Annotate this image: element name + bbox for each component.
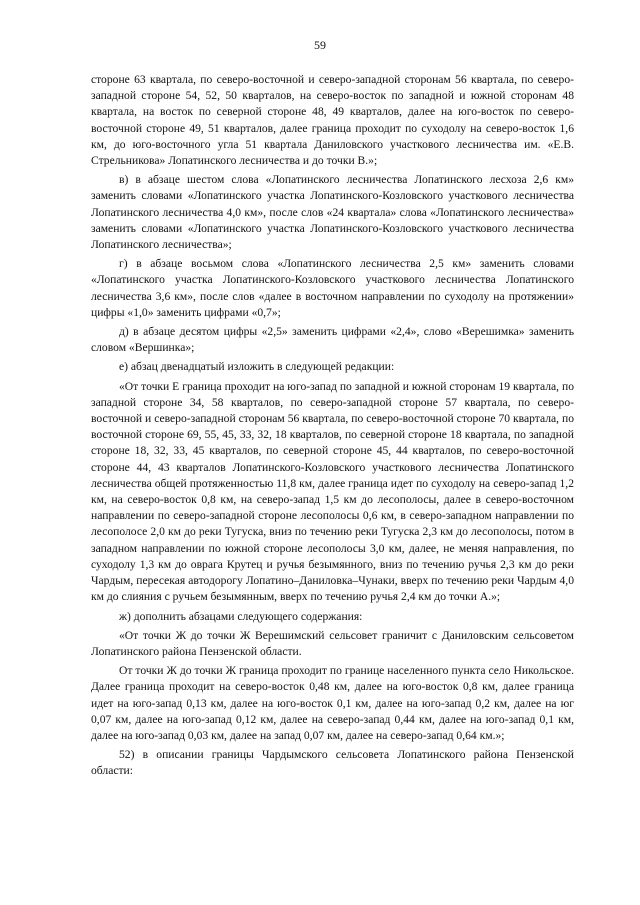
paragraph-item-v: в) в абзаце шестом слова «Лопатинского лесничества Лопатинского лесхоза 2,6 км» заменить словами «Лопатинского участка Лопатинского-Козловского участкового лесничества Лопатинского лесничества 4,0 км», после слов «24 квартала» слова «Лопатинского лесничества» заменить словами «Лопатинского участка Лопатинского-Козловского участкового лесничества Лопатинского лесничества»; [91, 173, 574, 252]
document-body [91, 72, 574, 783]
paragraph-quoted-boundary-zh: «От точки Ж до точки Ж Верешимский сельсовет граничит с Даниловским сельсоветом Лопатинского района Пензенской области. [91, 628, 574, 658]
page-number: 59 [314, 38, 326, 52]
paragraph-boundary-description: От точки Ж до точки Ж граница проходит по границе населенного пункта село Никольское. Далее граница проходит на северо-восток 0,48 км, далее на юго-восток 0,8 км, далее граница идет на юго-запад 0,13 км, далее на юго-восток 0,1 км, далее на юго-запад 0,2 км, далее на юг 0,07 км, далее на юго-запад 0,12 км, далее на северо-запад 0,44 км, далее на юго-запад 0,1 км, далее на юго-запад 0,03 км, далее на запад 0,07 км, далее на северо-запад 0,64 км.»; [91, 664, 574, 742]
paragraph-continuation: стороне 63 квартала, по северо-восточной и северо-западной сторонам 56 квартала, по северо-западной стороне 54, 52, 50 кварталов, на северо-восток по западной и южной сторонам 48 квартала, на восток по северной стороне 48, 49 кварталов, далее на юго-восток по северо-восточной стороне 49, 51 кварталов, далее граница проходит по суходолу на северо-восток 1,6 км, до юго-восточного угла 51 квартала Даниловского участкового лесничества им. «Е.В. Стрельникова» Лопатинского лесничества и до точки В.»; [91, 73, 574, 168]
paragraph-item-e: е) абзац двенадцатый изложить в следующей редакции: [119, 360, 395, 374]
paragraph-item-zh: ж) дополнить абзацами следующего содержания: [119, 609, 363, 623]
paragraph-item-d: д) в абзаце десятом цифры «2,5» заменить цифрами «2,4», слово «Верешимка» заменить словом «Вершинка»; [91, 325, 574, 355]
paragraph-quoted-boundary-e: «От точки Е граница проходит на юго-запад по западной и южной сторонам 19 квартала, по западной стороне 34, 58 кварталов, по северо-западной стороне 57 квартала, по северо-восточной и северо-западной сторонам 56 квартала, по северо-восточной стороне 70 квартала, по восточной стороне 69, 55, 45, 33, 32, 18 кварталов, по северной стороне 18 квартала, по западной стороне 18, 32, 33, 45 кварталов, по северной стороне 45, 44 кварталов, по северо-восточной стороне 44, 43 кварталов Лопатинского-Козловского участкового лесничества Лопатинского лесничества общей протяженностью 11,8 км, далее граница идет по суходолу на северо-запад 1,2 км, на северо-восток 0,8 км, на северо-запад 1,5 км до лесополосы, далее в северо-восточном направлении по северо-западной стороне лесополосы 0,6 км, в северо-западном направлении по лесополосе 2,0 км до реки Тугуска, вниз по течению реки Тугуска 2,3 км до лесополосы, потом в западном направлении по южной стороне лесополосы 3,0 км, далее, не меняя направления, по суходолу 1,3 км до оврага Крутец и ручья безымянного, вниз по течению ручья 2,3 км до реки Чардым, пересекая автодорогу Лопатино–Даниловка–Чунаки, вверх по течению реки Чардым 4,0 км до слияния с ручьем безымянным, вверх по течению ручья 2,4 км до точки А.»; [91, 379, 574, 604]
paragraph-item-g: г) в абзаце восьмом слова «Лопатинского лесничества 2,5 км» заменить словами «Лопатинского участка Лопатинского-Козловского участкового лесничества Лопатинского лесничества 3,6 км», после слов «далее в восточном направлении по суходолу на протяжении» цифры «1,0» заменить цифрами «0,7»; [91, 257, 574, 319]
paragraph-item-52: 52) в описании границы Чардымского сельсовета Лопатинского района Пензенской области: [91, 748, 574, 778]
